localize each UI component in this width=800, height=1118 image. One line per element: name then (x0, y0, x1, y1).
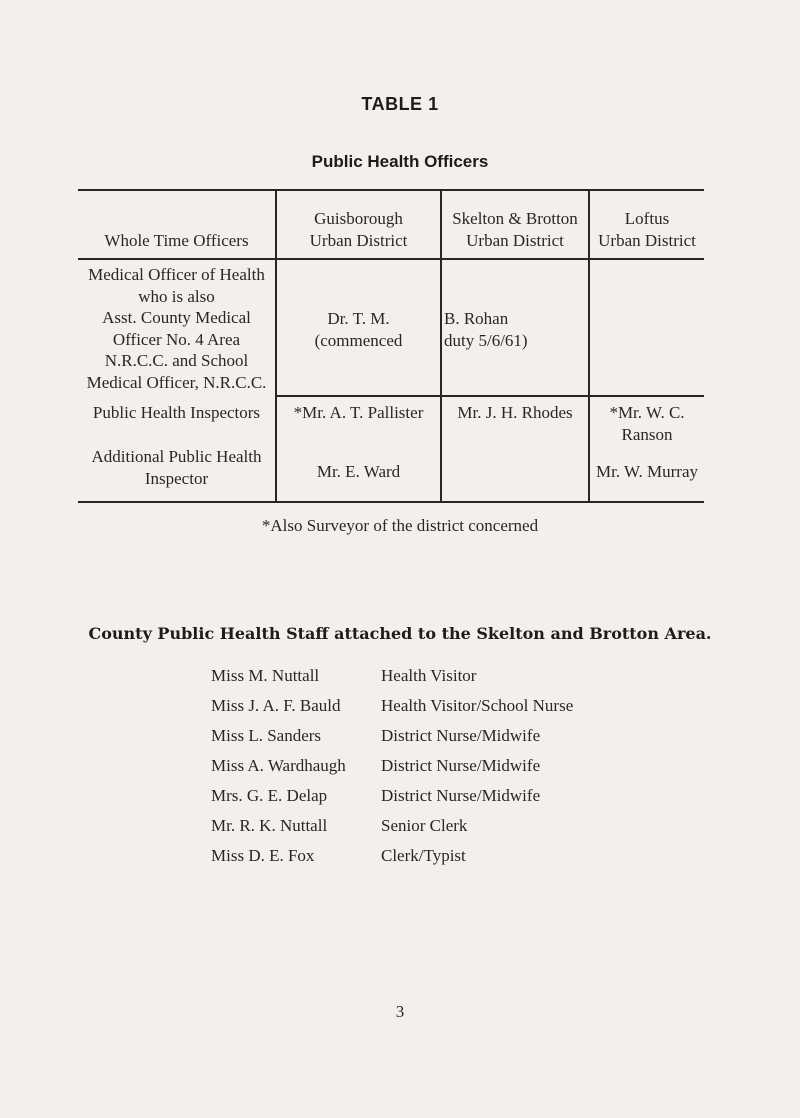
row-phi-role: Public Health Inspectors (92, 403, 261, 422)
county-staff-heading: County Public Health Staff attached to the Skelton and Brotton Area. (88, 624, 712, 643)
staff-role: District Nurse/Midwife (381, 756, 541, 775)
staff-name: Miss D. E. Fox (211, 846, 315, 865)
table-subtitle: Public Health Officers (311, 152, 489, 171)
table-header-rule (78, 258, 704, 260)
staff-name: Miss A. Wardhaugh (211, 756, 346, 775)
staff-name: Miss M. Nuttall (211, 666, 320, 685)
table-top-rule (78, 189, 704, 191)
row-additional-role: Additional Public Health Inspector (91, 447, 262, 488)
row-additional-loftus: Mr. W. Murray (596, 462, 698, 481)
staff-name: Miss J. A. F. Bauld (211, 696, 341, 715)
header-skelton-brotton: Skelton & Brotton Urban District (452, 209, 578, 250)
staff-name: Miss L. Sanders (211, 726, 322, 745)
row-medical-officer-skelton: B. Rohan duty 5/6/61) (444, 309, 528, 350)
row-phi-skelton: Mr. J. H. Rhodes (457, 403, 573, 422)
header-whole-time-officers: Whole Time Officers (104, 231, 249, 250)
row-additional-guisborough: Mr. E. Ward (316, 462, 401, 481)
row-phi-guisborough: *Mr. A. T. Pallister (293, 403, 424, 422)
table-bottom-rule (78, 501, 704, 503)
page-number: 3 (395, 1002, 405, 1021)
staff-role: Clerk/Typist (381, 846, 466, 865)
header-guisborough: Guisborough Urban District (309, 209, 408, 250)
row-phi-loftus: *Mr. W. C. Ranson (609, 403, 685, 444)
staff-name: Mrs. G. E. Delap (211, 786, 328, 805)
header-loftus: Loftus Urban District (598, 209, 696, 250)
staff-role: District Nurse/Midwife (381, 786, 541, 805)
staff-role: Senior Clerk (381, 816, 468, 835)
table-row-rule (275, 395, 704, 397)
row-medical-officer-guisborough: Dr. T. M. (commenced (314, 309, 403, 350)
row-medical-officer-role: Medical Officer of Health who is also Asst. County Medical Officer No. 4 Area N.R.C.C. and School Medical Officer, N.R.C.C. (86, 265, 267, 392)
table-title: TABLE 1 (361, 94, 439, 114)
staff-role: Health Visitor (381, 666, 477, 685)
staff-role: District Nurse/Midwife (381, 726, 541, 745)
table-footnote: *Also Surveyor of the district concerned (261, 516, 539, 535)
staff-role: Health Visitor/School Nurse (381, 696, 574, 715)
staff-name: Mr. R. K. Nuttall (211, 816, 328, 835)
